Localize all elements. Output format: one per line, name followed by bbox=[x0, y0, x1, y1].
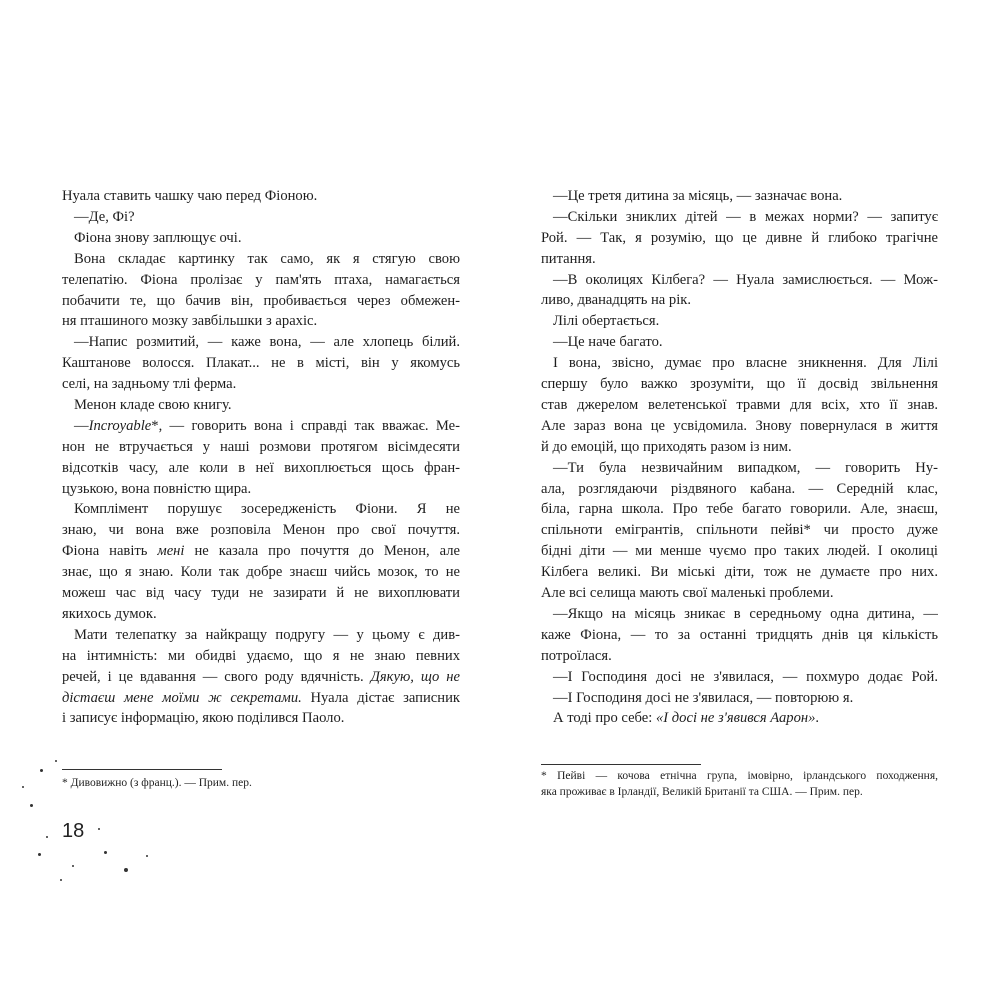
right-text-line: став джерелом велетенської травми для всіх, хто її знав. bbox=[541, 396, 938, 413]
right-text-line: —І Господиня досі не з'явилася, — похмуро додає Рой. bbox=[553, 668, 938, 685]
left-text-line: на інтимність: ми обидві удаємо, що я не знаю певних bbox=[62, 647, 460, 664]
right-text-line: каже Фіона, — то за останні тридцять днів ця кількість bbox=[541, 626, 938, 643]
right-text-line: Лілі обертається. bbox=[553, 313, 660, 330]
left-text-line: селі, на задньому тлі ферма. bbox=[62, 376, 237, 393]
right-footnote-line: * Пейві — кочова етнічна група, імовірно, ірландського походження, bbox=[541, 770, 938, 782]
left-text-line: Фіона навіть мені не казала про почуття до Менон, але bbox=[62, 543, 460, 560]
left-footnote-text: * Дивовижно (з франц.). — Прим. пер. bbox=[62, 777, 252, 789]
right-text-line: —Ти була незвичайним випадком, — говорить Ну- bbox=[553, 459, 938, 476]
right-text-line: Кілбега великі. Ви міські діти, тож не думаєте про них. bbox=[541, 564, 938, 581]
left-text-line: Нуала ставить чашку чаю перед Фіоною. bbox=[62, 188, 318, 204]
right-text-line: —Скільки зниклих дітей — в межах норми? — запитує bbox=[553, 208, 938, 225]
left-text-line: ня пташиного мозку завбільшки з арахіс. bbox=[62, 313, 318, 330]
right-text-line: А тоді про себе: «І досі не з'явився Аарон». bbox=[553, 710, 820, 727]
left-text-line: Комплімент порушує зосередженість Фіони. Я не bbox=[74, 501, 460, 518]
right-text-line: бідні діти — ми менше чуємо про таких людей. І околиці bbox=[541, 543, 938, 560]
right-text-line: —І Господиня досі не з'явилася, — повторюю я. bbox=[553, 689, 854, 706]
right-text-line: ливо, дванадцять на рік. bbox=[541, 292, 692, 309]
right-text-line: спільноти емігрантів, спільноти пейві* чи просто дуже bbox=[541, 522, 938, 539]
left-footnote bbox=[62, 775, 460, 791]
left-text-line: Каштанове волосся. Плакат... не в місті, він у якомусь bbox=[62, 355, 460, 372]
left-text-line: —Де, Фі? bbox=[74, 208, 135, 225]
right-text-line: потроїлася. bbox=[541, 647, 612, 664]
left-text-line: відсотків часу, але коли в неї вихоплюється щось фран- bbox=[62, 459, 460, 476]
left-text-line: цузькою, вона повністю щира. bbox=[62, 480, 252, 497]
left-text-line: Менон кладе свою книгу. bbox=[74, 396, 232, 413]
left-text-line: Вона складає картинку так само, як я стягую свою bbox=[74, 250, 460, 267]
right-footnote-divider bbox=[541, 764, 701, 765]
right-text-line: й до емоцій, що приходять разом із ним. bbox=[541, 438, 792, 455]
left-text-line: —Incroyable*, — говорить вона і справді так вважає. Ме- bbox=[74, 417, 460, 434]
left-text-line: знаю, чи вона вже розповіла Менон про свої почуття. bbox=[62, 522, 460, 539]
left-text-line: —Напис розмитий, — каже вона, — але хлопець білий. bbox=[74, 334, 460, 351]
left-text-line: телепатію. Фіона пролізає у пам'ять птаха, намагається bbox=[62, 271, 460, 288]
left-footnote-divider bbox=[62, 769, 222, 770]
right-text-line: Але всі селища мають свої маленькі проблеми. bbox=[541, 585, 834, 602]
left-text-line: речей, і це вдавання — свого роду вдячність. Дякую, що не bbox=[62, 668, 460, 685]
left-text-line: можеш час від часу туди не зазирати й не вихоплювати bbox=[62, 585, 460, 602]
page-number: 18 bbox=[62, 820, 85, 842]
right-text-line: Але зараз вона це усвідомила. Знову повернулася в життя bbox=[541, 417, 938, 434]
right-text-line: —Це третя дитина за місяць, — зазначає вона. bbox=[553, 188, 843, 204]
right-text-line: питання. bbox=[541, 250, 596, 267]
right-text-line: Рой. — Так, я розумію, що це дивне й глибоко трагічне bbox=[541, 229, 938, 246]
left-text-line: побачити те, що бачив він, пробивається через обмежен- bbox=[62, 292, 460, 309]
left-text-line: нон не втручається у наші розмови протягом вісімдесяти bbox=[62, 438, 460, 455]
left-text-line: Мати телепатку за найкращу подругу — у цьому є див- bbox=[74, 626, 460, 643]
right-text-line: ала, розглядаючи різдвяного кабана. — Середній клас, bbox=[541, 480, 938, 497]
right-footnote bbox=[541, 768, 938, 800]
right-text-line: біла, гарна школа. Про тебе багато говорили. Але, знаєш, bbox=[541, 501, 938, 518]
left-text-line: і записує інформацію, якою поділився Паоло. bbox=[62, 710, 345, 727]
left-text-line: Фіона знову заплющує очі. bbox=[74, 229, 242, 246]
left-text-line: якихось думок. bbox=[62, 605, 157, 622]
right-text-line: —В околицях Кілбега? — Нуала замислюється. — Мож- bbox=[553, 271, 938, 288]
left-text-line: дістаєш мене моїми ж секретами. Нуала дістає записник bbox=[62, 689, 460, 706]
right-text-line: —Це наче багато. bbox=[553, 334, 663, 351]
right-text-line: —Якщо на місяць зникає в середньому одна дитина, — bbox=[553, 605, 938, 622]
right-footnote-line: яка проживає в Ірландії, Великій Британії та США. — Прим. пер. bbox=[541, 786, 863, 798]
right-text-line: спершу було важко зрозуміти, що її досвід звільнення bbox=[541, 376, 938, 393]
left-page-text bbox=[62, 186, 460, 729]
left-text-line: знає, що я знаю. Коли так добре знаєш чийсь мозок, то не bbox=[62, 564, 460, 581]
right-page-text bbox=[541, 186, 938, 729]
right-text-line: І вона, звісно, думає про власне зникнення. Для Лілі bbox=[553, 355, 938, 372]
